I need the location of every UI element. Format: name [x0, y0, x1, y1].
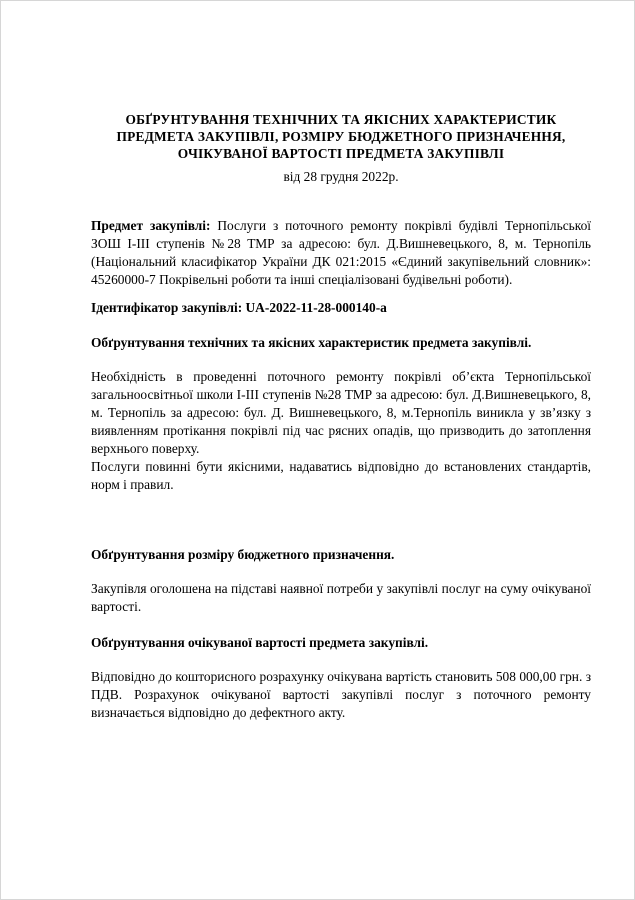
technical-paragraph-2: Послуги повинні бути якісними, надаватись відповідно до встановлених стандартів, норм і правил. — [91, 459, 591, 492]
budget-heading: Обґрунтування розміру бюджетного призначення. — [91, 547, 395, 562]
cost-paragraph: Відповідно до кошторисного розрахунку очікувана вартість становить 508 000,00 грн. з ПДВ. Розрахунок очікуваної вартості закупівлі послуг з поточного ремонту визначається відповідно до дефектного акту. — [91, 669, 591, 720]
cost-heading: Обґрунтування очікуваної вартості предмета закупівлі. — [91, 635, 429, 650]
identifier-label: Ідентифікатор закупівлі: — [91, 300, 243, 315]
subject-label: Предмет закупівлі: — [91, 218, 211, 233]
identifier-value: UA-2022-11-28-000140-a — [245, 300, 387, 315]
subject-paragraph — [91, 217, 591, 289]
subject-text: Послуги з поточного ремонту покрівлі будівлі Тернопільської ЗОШ І-ІІІ ступенів №28 ТМР за адресою: бул. Д.Вишневецького, 8, м. Тернопіль (Національний класифікатор України ДК 021:2015 «Єдиний закупівельний словник»: 45260000-7 Покрівельні роботи та інші спеціалізовані будівельні роботи). — [91, 218, 591, 287]
budget-paragraph: Закупівля оголошена на підставі наявної потреби у закупівлі послуг на суму очікуваної вартості. — [91, 581, 591, 614]
document-title: ОБҐРУНТУВАННЯ ТЕХНІЧНИХ ТА ЯКІСНИХ ХАРАКТЕРИСТИК ПРЕДМЕТА ЗАКУПІВЛІ, РОЗМІРУ БЮДЖЕТНОГО ПРИЗНАЧЕННЯ, ОЧІКУВАНОЇ ВАРТОСТІ ПРЕДМЕТА ЗАКУПІВЛІ — [116, 112, 566, 161]
document-date: від 28 грудня 2022р. — [283, 169, 399, 184]
technical-paragraph-1: Необхідність в проведенні поточного ремонту покрівлі об’єкта Тернопільської загальноосвітньої школи І-ІІІ ступенів №28 ТМР за адресою: бул. Д.Вишневецького, 8, м. Тернопіль за адресою: бул. Д. Вишневецького, 8, м.Тернопіль виникла у зв’язку з виявленням протікання покрівлі під час рясних опадів, що призводить до затоплення верхнього поверху. — [91, 369, 591, 456]
identifier-line — [91, 299, 591, 317]
technical-heading: Обґрунтування технічних та якісних характеристик предмета закупівлі. — [91, 335, 532, 350]
document-content — [91, 111, 591, 722]
